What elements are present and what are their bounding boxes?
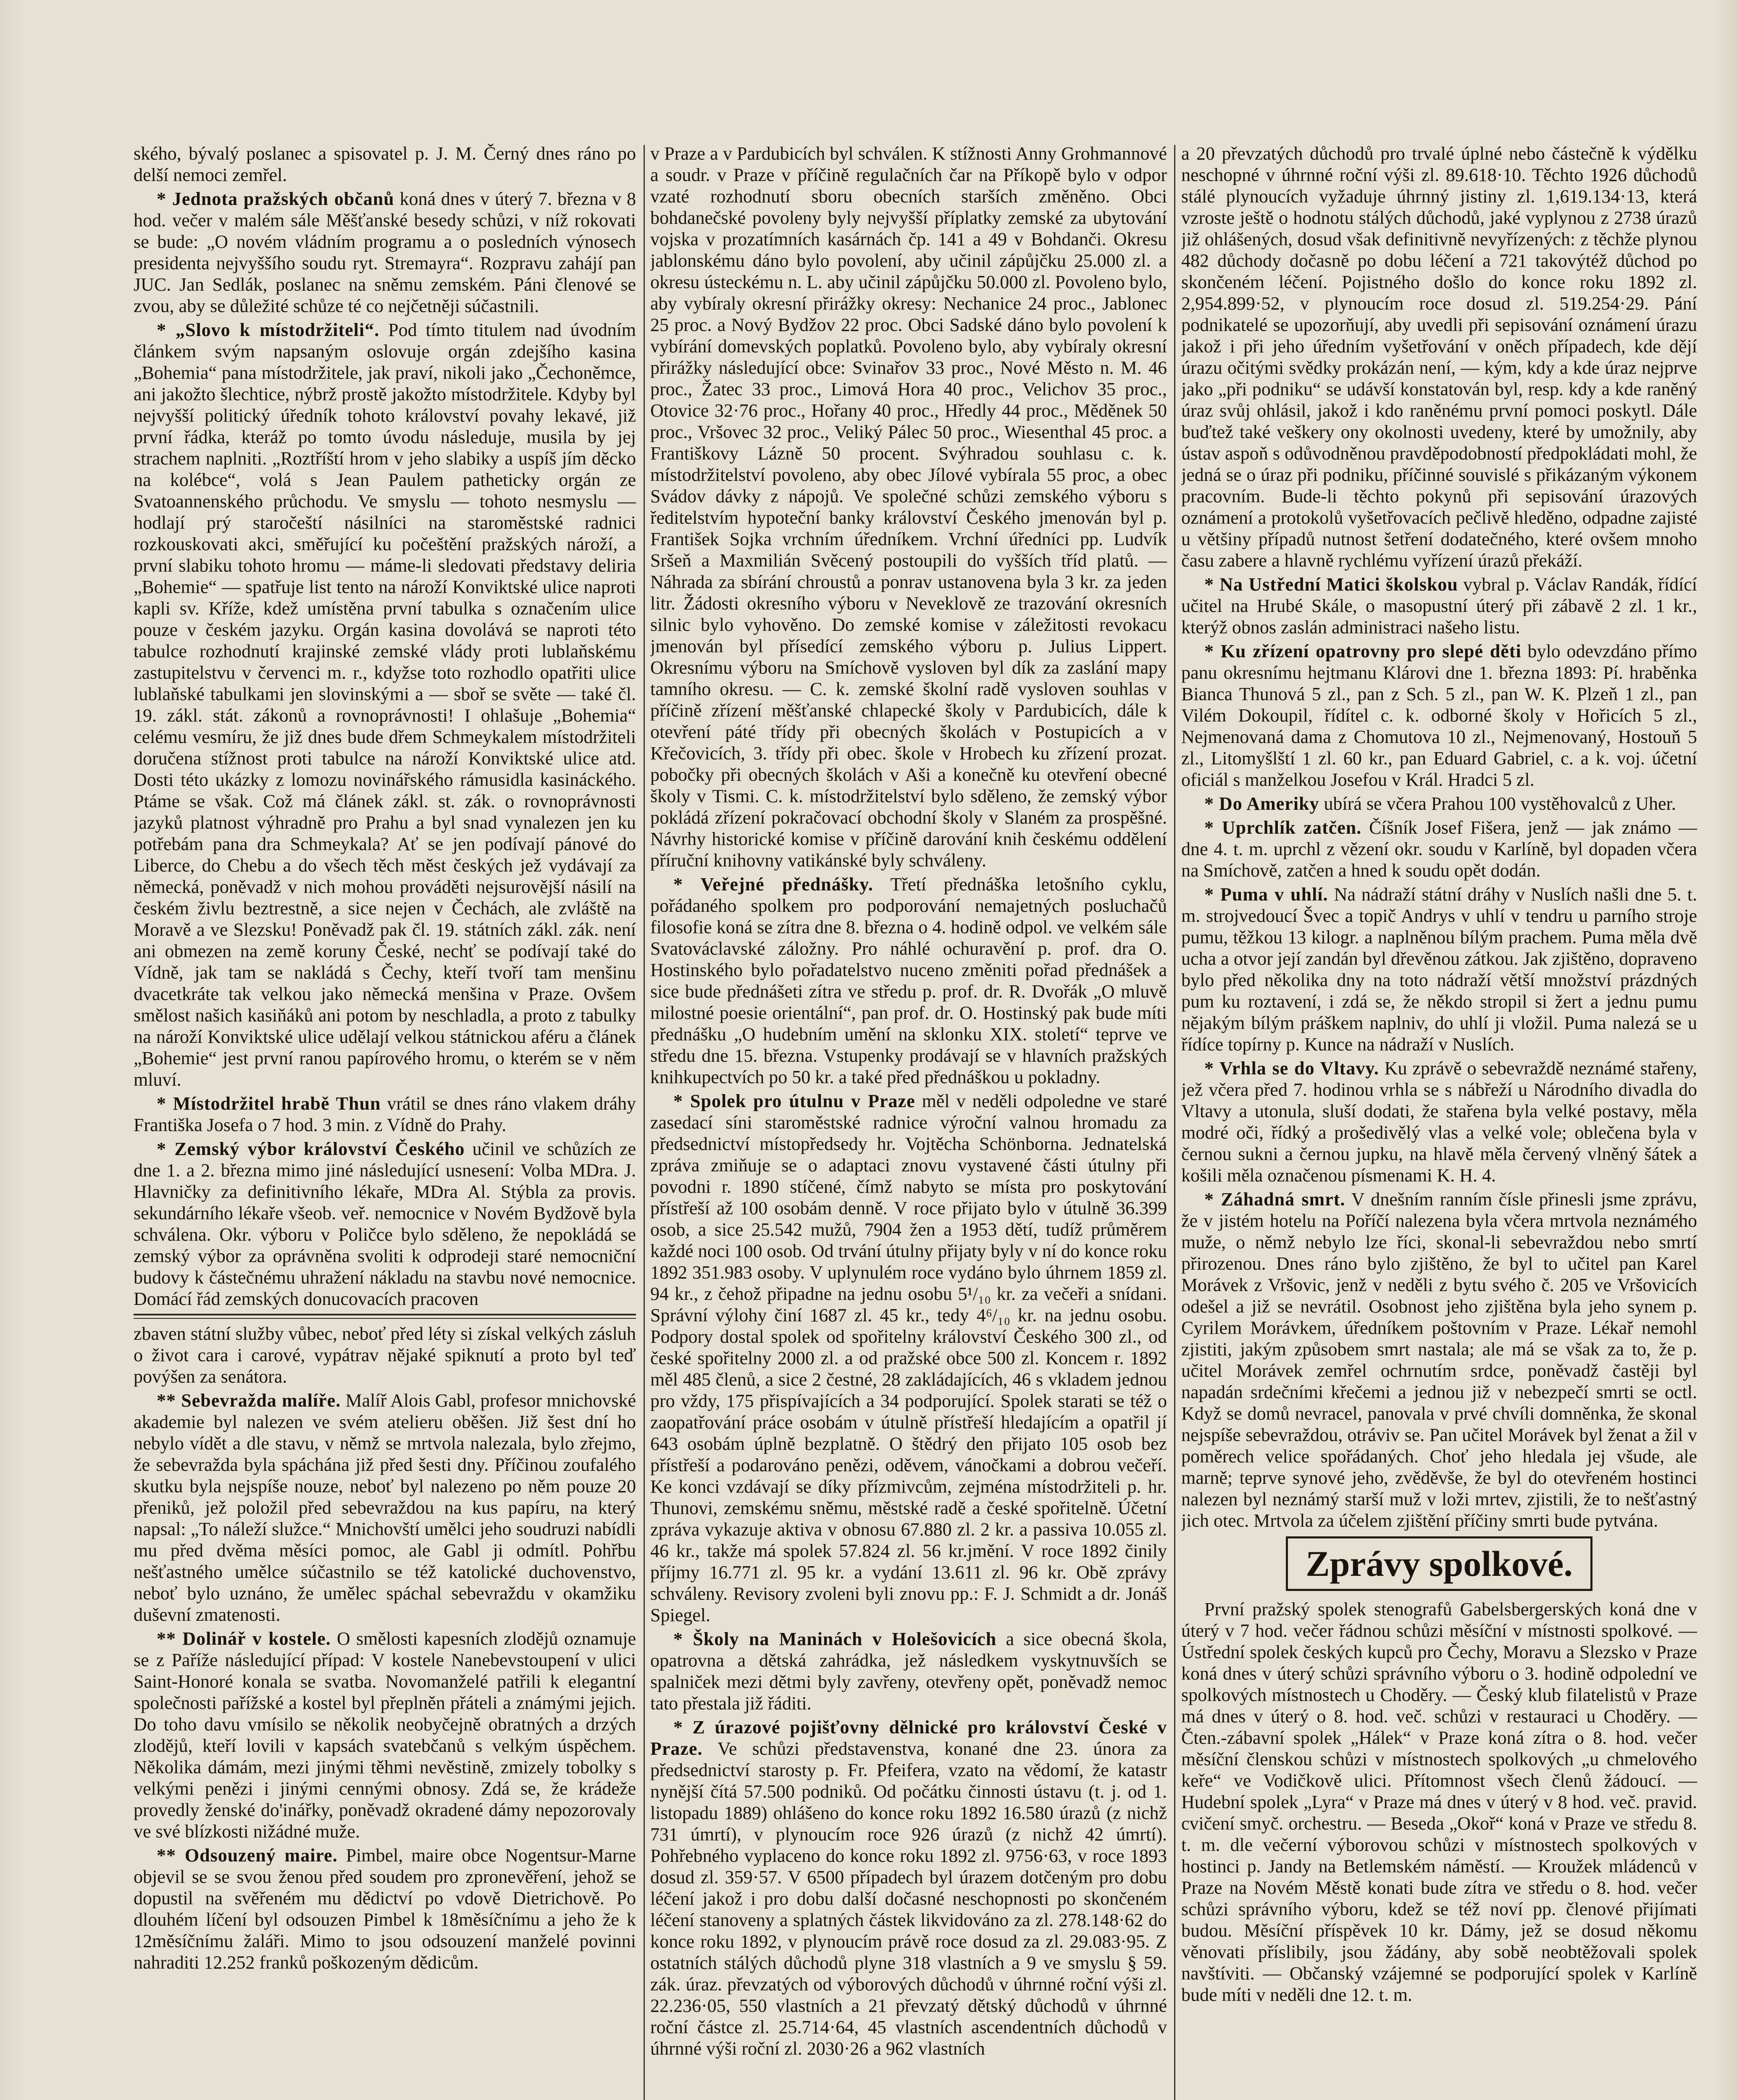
article-paragraph: zbaven státní služby vůbec, neboť před léty si získal velkých zásluh o život cara i carové, vypátrav nějaké spiknutí a proto byl teď povýšen za senátora. [134, 1323, 636, 1387]
article-paragraph [1181, 793, 1697, 814]
article-body: koná dnes v úterý 7. března v 8 hod. večer v malém sále Měšťanské besedy schůzi, v níž rokovati se bude: „O novém vládním programu a o posledních výnosech presidenta nejvyššího soudu ryt. Stremayra“. Rozpravu zahájí pan JUC. Jan Sedlák, poslanec na sněmu zemském. Páni členové se zvou, aby se důležité schůze té co nejčetněji súčastnili. [134, 189, 636, 316]
article-body: Ve schůzi představenstva, konané dne 23. února za předsednictví starosty p. Fr. Pfeifera, vzato na vědomí, že katastr nynější čítá 57.500 podniků. Od počátku činnosti ústavu (t. j. od 1. listopadu 1889) ohlášeno do konce roku 1892 16.580 úrazů (z nichž 731 úmrtí), v plynoucím roce 926 úrazů (z nichž 42 úmrtí). Pohřebného vyplaceno do konce roku 1892 zl. 9756·63, v roce 1893 dosud zl. 359·57. V 6500 případech byl úrazem dotčeným pro dobu léčení jakož i pro dobu další dočasné neschopnosti po skončeném léčení stanoveny a splatných částek likvidováno za zl. 278.148·62 do konce roku 1892, v plynoucím právě roce dosud za zl. 29.083·95. Z ostatních stálých důchodů plyne 318 vlastních a 9 ve smyslu § 59. zák. úraz. převzatých od výborových důchodů v úhrnné roční výši zl. 22.236·05, 550 vlastních a 21 převzatý dětský důchodů v úhrnné roční částce zl. 25.714·64, 45 vlastních ascendentních důchodů v úhrnné výši roční zl. 2030·26 a 962 vlastních [650, 1738, 1167, 2059]
article-paragraph [1181, 1058, 1697, 1186]
article-paragraph [134, 319, 636, 1090]
column-3 [1181, 143, 1697, 2100]
article-heading: * Záhadná smrt. [1204, 1189, 1345, 1210]
article-paragraph: První pražský spolek stenografů Gabelsbergerských koná dne v úterý v 7 hod. večer řádnou schůzi měsíční v místnosti spolkové. — Ústřední spolek českých kupců pro Čechy, Moravu a Slezsko v Praze koná dnes v úterý schůzi správního výboru o 3. hodině odpolední ve spolkových místnostech u Choděry. — Český klub filatelistů v Praze má dnes v úterý o 8. hod. več. schůzi v restauraci u Choděry. — Čten.-zábavní spolek „Hálek“ v Praze koná zítra o 8. hod. večer měsíční členskou schůzi v místnostech spolkových „u chmelového keře“ ve Vodičkově ulici. Přítomnost všech členů žádoucí. — Hudební spolek „Lyra“ v Praze má dnes v úterý v 8 hod. več. pravid. cvičení smyč. orchestru. — Beseda „Okoř“ koná v Praze ve středu 8. t. m. dle večerní výborovou schůzi v místnostech spolkových v hostinci p. Jandy na Betlemském náměstí. — Kroužek mládenců v Praze na Novém Městě konati bude zítra ve středu o 8. hod. večer schůzi správního výboru, kdež se též noví pp. členové přijímati budou. Měsíční příspěvek 10 kr. Dámy, jež se dosud někomu věnovati příslibily, jsou žádány, aby sobě neobtěžovali spolek navštíviti. — Občanský vzájemné se podporující spolek v Karlíně bude míti v neděli dne 12. t. m. [1181, 1599, 1697, 2005]
article-body: a sice obecná škola, opatrovna a dětská zahrádka, jež následkem vyskytnuvších se spalniček mezi dětmi byly zavřeny, otevřeny opět, poněvadž nemoc tato přestala již řáditi. [650, 1629, 1167, 1714]
article-heading: ** Sebevražda malíře. [157, 1390, 341, 1411]
article-heading: * Místodržitel hrabě Thun [157, 1093, 381, 1114]
column-2 [650, 143, 1167, 2100]
article-paragraph [1181, 817, 1697, 881]
article-body: bylo odevzdáno přímo panu okresnímu hejtmanu Klárovi dne 1. března 1893: Pí. hraběnka Bianca Thunová 5 zl., pan z Sch. 5 zl., pan W. K. Plzeň 1 zl., pan Vilém Dokoupil, řídítel c. k. odborné školy v Hořicích 5 zl., Nejmenovaná dama z Chomutova 10 zl., Nejmenovaný, Hostouň 5 zl., Litomyšlští 1 zl. 60 kr., pan Eduard Gabriel, c. a k. voj. účetní oficiál s manželkou Josefou v Král. Hradci 5 zl. [1181, 641, 1697, 790]
article-paragraph [1181, 884, 1697, 1055]
article-body: učinil ve schůzích ze dne 1. a 2. března mimo jiné následující usnesení: Volba MDra. J. Hlavničky za definitivního lékaře, MDra Al. Stýbla za provis. sekundárního lékaře všeob. veř. nemocnice v Novém Bydžově byla schválena. Okr. výboru v Poličce bylo sděleno, že nepokládá se zemský výbor za oprávněna svoliti k odprodeji staré nemocniční budovy k částečnému uhražení nákladu na stavbu nové nemocnice. Domácí řád zemských donucovacích pracoven [134, 1139, 636, 1309]
article-heading: ** Odsouzený maire. [157, 1845, 338, 1866]
article-body: měl v neděli odpoledne ve staré zasedací síni staroměstské radnice výroční valnou hromadu za předsednictví místopředsedy hr. Vojtěcha Schönborna. Jednatelská zpráva zmiňuje se o adaptaci znovu vystavené části útulny při povodni r. 1890 stíčené, čímž nabyto se místa pro poskytování přístřeší až 100 osobám denně. V roce přijato bylo v útulně 36.399 osob, a sice 25.542 mužů, 7904 žen a 1953 dětí, tudíž průměrem každé noci 100 osob. Od trvání útulny přijaty byly v ní do konce roku 1892 351.983 osoby. V uplynulém roce vydáno bylo úhrnem 1859 zl. 94 kr., z čehož připadne na jednu osobu 5¹/₁₀ kr. za večeři a snídani. Správní výlohy činí 1687 zl. 45 kr., tedy 4⁶/₁₀ kr. na jednu osobu. Podpory dostal spolek od spořitelny království Českého 300 zl., od české spořitelny 2000 zl. a od pražské obce 500 zl. Koncem r. 1892 měl 485 členů, a sice 2 čestné, 28 zakládajících, 46 s vkladem jednou pro vždy, 175 přispívajících a 34 podporující. Spolek starati se též o zaopatřování práce osobám v útulně přístřeší hledajícím a opatřil jí 643 osobám úplně bezplatně. O štědrý den přijato 105 osob bez přístřeší a podarováno penězi, oděvem, vánočkami a dobrou večeří. Ke konci vzdávají se díky přízmivcům, zejména místodržiteli p. hr. Thunovi, zemskému sněmu, městské radě a české spořitelně. Účetní zpráva vykazuje aktiva v obnosu 67.880 zl. 2 kr. a passiva 10.055 zl. 46 kr., takže má spolek 57.824 zl. 56 kr.jmění. V roce 1892 činily příjmy 16.771 zl. 95 kr. a vydání 13.611 zl. 96 kr. Obě zprávy schváleny. Revisory zvoleni byli znovu pp.: F. J. Schmidt a dr. Jonáš Spiegel. [650, 1091, 1167, 1625]
article-body: Malíř Alois Gabl, profesor mnichovské akademie byl nalezen ve svém atelieru oběšen. Již šest dní ho nebylo vídět a dle stavu, v němž se mrtvola nalezala, bylo zřejmo, že sebevražda byla spáchána již před šesti dny. Příčinou zoufalého skutku byla nejspíše nouze, neboť byl nalezeno po něm pouze 20 přeniků, jež položil před sebevraždou na kus papíru, na který napsal: „To náleží služce.“ Mnichovští umělci jeho soudruzi nabídli mu před dvěma měsíci pomoc, ale Gabl ji odmítl. Pohřbu nešťastného umělce súčastnilo se též katolické duchovenstvo, neboť bylo uznáno, že umělec spáchal sebevraždu v okamžiku duševní zmatenosti. [134, 1390, 636, 1625]
article-body: vybral p. Václav Randák, řídící učitel na Hrubé Skále, o masopustní úterý při zábavě 2 zl. 1 kr., kterýž obnos zaslán administraci našeho listu. [1181, 574, 1697, 638]
article-paragraph [650, 1090, 1167, 1626]
article-heading: * Puma v uhlí. [1204, 884, 1328, 905]
article-body: Pimbel, maire obce Nogentsur-Marne objevil se se svou ženou před soudem pro zpronevěření, jehož se dopustil na svěřeném mu dědictví po vdově Dietrichově. Po dlouhém líčení byl odsouzen Pimbel k 18měsíčnímu a jeho že k 12měsíčnímu žaláři. Mimo to jsou odsouzení manželé povinni nahraditi 12.252 franků poškozeným dědicům. [134, 1845, 636, 1973]
article-paragraph [134, 1093, 636, 1136]
article-paragraph [134, 188, 636, 317]
article-paragraph: a 20 převzatých důchodů pro trvalé úplné nebo částečně k výdělku neschopné v úhrnné roční výši zl. 89.618·10. Těchto 1926 důchodů stálé plynoucích vyžaduje úhrnný jistiny zl. 1,619.134·13, která vzroste ještě o hodnotu stálých důchodů, jaké vyplynou z 2738 úrazů již ohlášených, dosud však definitivně nevyřízených: z těchže plynou 482 důchody dočasně po dobu léčení a 721 takovýtéž důchod po skončeném léčení. Pojistného došlo do konce roku 1892 zl. 2,954.899·52, v plynoucím roce dosud zl. 519.254·29. Pání podnikatelé se upozorňují, aby uvedli při sepisování oznámení úrazu jakož i při jeho úředním vyšetřování v oněch případech, kde dějí úrazu očitými svědky prokázán není, — kým, kdy a kde úraz nejprve jako „při podniku“ se udávší konstatován byl, resp. kdy a kde raněný úraz svůj ohlásil, jakož i kdo raněnému první pomoci poskytl. Dále buďtež také veškery ony okolnosti uvedeny, které by umožnily, aby ústav aspoň s odůvodněnou pravděpodobností předpokládati mohl, že jedná se o úraz při podniku, příčinné souvislé s přikázaným výkonem pracovním. Bude-li těchto pokynů při sepisování úrazových oznámení a protokolů vyšetřovacích pečlivě hleděno, odpadne zajisté u většiny případů nutnost šetření dodatečného, které ovšem mnoho času zabere a hlavně rychlému vyřízení úrazů překáží. [1181, 143, 1697, 571]
column-1 [134, 143, 636, 2100]
section-title: Zprávy spolkové. [1286, 1536, 1592, 1591]
article-paragraph [650, 874, 1167, 1088]
article-paragraph: v Praze a v Pardubicích byl schválen. K stížnosti Anny Grohmannové a soudr. v Praze v příčině regulačních čar na Příkopě bylo v odpor vzaté rozhodnutí sboru obecních starších změněno. Obci bohdanečské povoleny byly nejvyšší příplatky zemské za ubytování vojska v prozatímních kasárnách čp. 141 a 49 v Bohdanči. Okresu jablonskému dáno bylo povolení, aby učinil zápůjčku 25.000 zl. a okresu ústeckému n. L. aby učinil zápůjčku 50.000 zl. Povoleno bylo, aby vybíraly okresní přirážky okresy: Nechanice 24 proc., Jablonec 25 proc. a Nový Bydžov 22 proc. Obci Sadské dáno bylo povolení k vybírání domevských poplatků. Povoleno bylo, aby vybíraly okresní přirážky následující obce: Svinařov 33 proc., Nové Město n. M. 46 proc., Žatec 33 proc., Limová Hora 40 proc., Velichov 35 proc., Otovice 32·76 proc., Hořany 40 proc., Hředly 44 proc., Měděnek 50 proc., Vršovec 32 proc., Veliký Pálec 50 proc., Wiesenthal 45 proc. a Františkovy Lázně 50 procent. Svýhradou souhlasu c. k. místodržitelství povoleno, aby obec Jílové vybírala 55 proc, a obec Svádov dávky z nápojů. Ve společné schůzi zemského výboru s ředitelstvím hypoteční banky království Českého jmenován byl p. František Sojka vrchním úředníkem. Vrchní úředníci pp. Ludvík Sršeň a Maxmilián Svěcený postoupili do vyšších tříd platů. — Náhrada za sbírání chroustů a ponrav ustanovena byla 3 kr. za jeden litr. Žádosti okresního výboru v Neveklově ze trazování okresních silnic bylo vyhověno. Do zemské komise v záležitosti revokacu jmenován byl přísedící zemského výboru p. Julius Lippert. Okresnímu výboru na Smíchově vysloven byl dík za zaslání mapy tamního okresu. — C. k. zemské školní radě vysloven souhlas v příčině zřízení měšťanské chlapecké školy v Pardubicích, dále k otevření páté třídy při obecných školách v Postupicích a v Křečovicích, 3. třídy při obec. škole v Hrobech ku zřízení prozat. pobočky při obecných školách v Aši a konečně ku otevření obecné školy v Tismi. C. k. místodržitelství bylo sděleno, že zemský výbor pokládá zřízení pokračovací obchodní školy v Slaném za prospěšné. Návrhy historické komise v příčině darování knih českému oddělení příruční knihovny vatikánské byly schváleny. [650, 143, 1167, 871]
article-heading: ** Dolinář v kostele. [157, 1628, 331, 1649]
article-body: Na nádraží státní dráhy v Nuslích našli dne 5. t. m. strojvedoucí Švec a topič Andrys v uhlí v tendru u parního stroje pumu, těžkou 13 kilogr. a naplněnou bílým prachem. Puma měla dvě ucha a otvor její zandán byl dřevěnou zátkou. Jak zjištěno, dopraveno bylo před několika dny na toto nádraží větší množství prázdných pum ku roztavení, i zdá se, že někdo stropil si žert a jednu pumu nějakým bílým práškem naplniv, do uhlí ji vložil. Puma nalezá se u řídíce topírny p. Kunce na nádraží v Nuslích. [1181, 884, 1697, 1055]
article-paragraph: ského, bývalý poslanec a spisovatel p. J. M. Černý dnes ráno po delší nemoci zemřel. [134, 143, 636, 185]
article-paragraph [1181, 574, 1697, 638]
article-heading: * Do Ameriky [1204, 793, 1319, 814]
article-heading: * Veřejné přednášky. [673, 874, 873, 895]
article-paragraph [650, 1628, 1167, 1714]
article-heading: * Ku zřízení opatrovny pro slepé děti [1204, 641, 1522, 662]
column-divider [644, 145, 645, 2100]
article-body: O smělosti kapesních zlodějů oznamuje se z Paříže následující případ: V kostele Nanebevstoupení v ulici Saint-Honoré konala se svatba. Novomanželé patřili k elegantní společnosti pařížské a kostel byl přeplněn přáteli a známými jejich. Do toho davu vmísilo se několik neobyčejně obratných a drzých zlodějů, kteří lovili v kapsách svatebčanů s velkým úspěchem. Několika dámám, mezi jinými těhmi nevěstině, zmizely tobolky s velkými penězi i jinými cennými obnosy. Zdá se, že krádeže provedly ženské do'inářky, poněvadž okradené dámy nepozorovaly ve své blízkosti nižádné muže. [134, 1628, 636, 1842]
article-paragraph [134, 1138, 636, 1310]
article-heading: * Uprchlík zatčen. [1204, 817, 1362, 838]
article-heading: * „Slovo k místodržiteli“. [157, 320, 380, 340]
article-heading: * Jednota pražských občanů [157, 189, 394, 209]
article-body: V dnešním ranním čísle přinesli jsme zprávu, že v jistém hotelu na Poříčí nalezena byla včera mrtvola neznámého muže, o němž nebylo lze říci, skonal-li sebevraždou nebo smrtí přirozenou. Dnes ráno bylo zjištěno, že byl to učitel pan Karel Morávek z Vršovic, jenž v neděli z bytu svého č. 205 ve Vršovicích odešel a již se nevrátil. Osobnost jeho zjištěna byla jeho synem p. Cyrilem Morávkem, úředníkem poštovním v Praze. Lékař nemohl zjistiti, jakým způsobem smrt nastala; ale má se však za to, že p. učitel Morávek zemřel ochrnutím srdce, poněvadž častěji byl napadán srdečními křečemi a jednou již v nebezpečí smrti se octl. Když se domů nevracel, panovala v prvé chvíli domněnka, že skonal nejspíše sebevraždou, otráviv se. Pan učitel Morávek byl ženat a žil v poměrech velice spořádaných. Choť jeho hledala jej všude, ale marně; teprve synové jeho, zvěděvše, že byl do otevřeném hostinci nalezen byl neznámý starší muž v loži mrtev, zjistili, že to nešťastný jich otec. Mrtvola za účelem zjištění příčiny smrti bude pytvána. [1181, 1189, 1697, 1531]
article-paragraph [134, 1845, 636, 1973]
article-body: Třetí přednáška letošního cyklu, pořádaného spolkem pro podporování nemajetných posluchačů filosofie koná se zítra dne 8. března o 4. hodině odpol. ve velkém sále Svatováclavské záložny. Pro náhlé ochuravění p. prof. dra O. Hostinského bylo pořadatelstvo nuceno změniti pořad přednášek a sice bude přednášeti zítra ve středu p. prof. dr. R. Dvořák „O mluvě milostné poesie orientální“, pan prof. dr. O. Hostinský pak bude míti přednášku „O hudebním umění na sklonku XIX. století“ teprve ve středu dne 15. března. Vstupenky prodávají se v hlavních pražských knihkupectvích po 50 kr. a také před přednáškou u pokladny. [650, 874, 1167, 1087]
article-heading: * Zemský výbor království Českého [157, 1139, 465, 1159]
section-separator [134, 1314, 636, 1319]
article-body: Ku zprávě o sebevraždě neznámé stařeny, jež včera před 7. hodinou vrhla se s nábřeží u Národního divadla do Vltavy a utonula, sluší dodati, že stařena byla velké postavy, měla modré oči, řídký a prošedivělý vlas a velké vole; oblečena byla v černou sukni a černou jupku, na hlavě měla červený vlněný šátek a košili měla označenou písmenami K. H. 4. [1181, 1058, 1697, 1186]
article-paragraph [134, 1628, 636, 1842]
article-paragraph [650, 1717, 1167, 2059]
column-divider [1174, 145, 1175, 2100]
article-heading: * Z úrazové pojišťovny dělnické pro království České v Praze. [650, 1717, 1167, 1759]
article-heading: * Na Ustřední Matici školskou [1204, 574, 1458, 595]
article-heading: * Školy na Maninách v Holešovicích [673, 1629, 997, 1649]
article-heading: * Spolek pro útulnu v Praze [673, 1091, 915, 1111]
article-paragraph [134, 1390, 636, 1625]
article-body: vrátil se dnes ráno vlakem dráhy Františka Josefa o 7 hod. 3 min. z Vídně do Prahy. [134, 1093, 636, 1135]
article-body: Číšník Josef Fišera, jenž — jak známo — dne 4. t. m. uprchl z vězení okr. soudu v Karlíně, byl dopaden včera na Smíchově, zatčen a hned k soudu opět dodán. [1181, 817, 1697, 881]
article-body: Pod tímto titulem nad úvodním článkem svým napsaným oslovuje orgán zdejšího kasina „Bohemia“ pana místodržitele, jak praví, nikoli jako „Čechoněmce, ani jakožto šlechtice, nýbrž prostě jakožto místodržitele. Kdyby byl nejvyšší politický úředník tohoto království povahy lekavé, již první řádka, kteráž po tomto úvodu následuje, musila by jej strachem naplniti. „Roztříští hrom v jeho slabiky a uspíš jím děcko na kolébce“, volá s Jean Paulem patheticky orgán ze Svatoannenského průchodu. Ve smyslu — tohoto nesmyslu — hodlají prý staročeští násilníci na staroměstské radnici rozkouskovati akci, směřující ku počeštění pražských nároží, a první slabiku tohoto hromu — máme-li sledovati představy deliria „Bohemie“ — spatřuje list tento na nároží Konviktské ulice naproti kapli sv. Kříže, kdež umístěna první tabulka s označením ulice pouze v českém jazyku. Orgán kasina dovolává se naproti této tabulce rozhodnutí krajinské zemské vlády proti lublaňskému zastupitelstvu v červenci m. r., kdyžse toto rozhodlo opatřiti ulice lublaňské tabulkami jen slovinskými a — sboř se světe — také čl. 19. zákl. stát. zákonů a rovnoprávnosti! I ohlašuje „Bohemia“ celému vesmíru, že již dnes bude dřem Schmeykalem místodržiteli doručena stížnost proti tabulce na nároží Konviktské ulice atd. Dosti této ukázky z lomozu novinářského rámusidla kasináckého. Ptáme se však. Což má článek zákl. st. zák. o rovnoprávnosti jazyků platnost výhradně pro Prahu a byl snad vynalezen jen ku potřebám pana dra Schmeykala? Ať se jen podívají pánové do Liberce, do Chebu a do všech těch měst českých jež vydávají za německá, poněvadž v nich mohou prováděti nejsurovější násilí na českém živlu beztrestně, a sice nejen v Čechách, ale zvláště na Moravě a ve Slezsku! Poněvadž pak čl. 19. státních zákl. zák. není ani obmezen na země koruny České, nechť se podívají také do Vídně, jak tam se nakládá s Čechy, kteří tvoří tam menšinu dvacetkráte tak velkou jako německá menšina v Praze. Ovšem smělost našich kasiňáků ani potom by neschladla, a proto z tabulky na nároží Konviktské ulice udělají velkou státnickou aféru a článek „Bohemie“ jest první ranou papírového hromu, o kterém se v něm mluví. [134, 320, 636, 1090]
article-heading: * Vrhla se do Vltavy. [1204, 1058, 1379, 1079]
article-paragraph [1181, 640, 1697, 790]
article-paragraph [1181, 1189, 1697, 1531]
article-body: ubírá se včera Prahou 100 vystěhovalců z Uher. [1319, 793, 1676, 814]
